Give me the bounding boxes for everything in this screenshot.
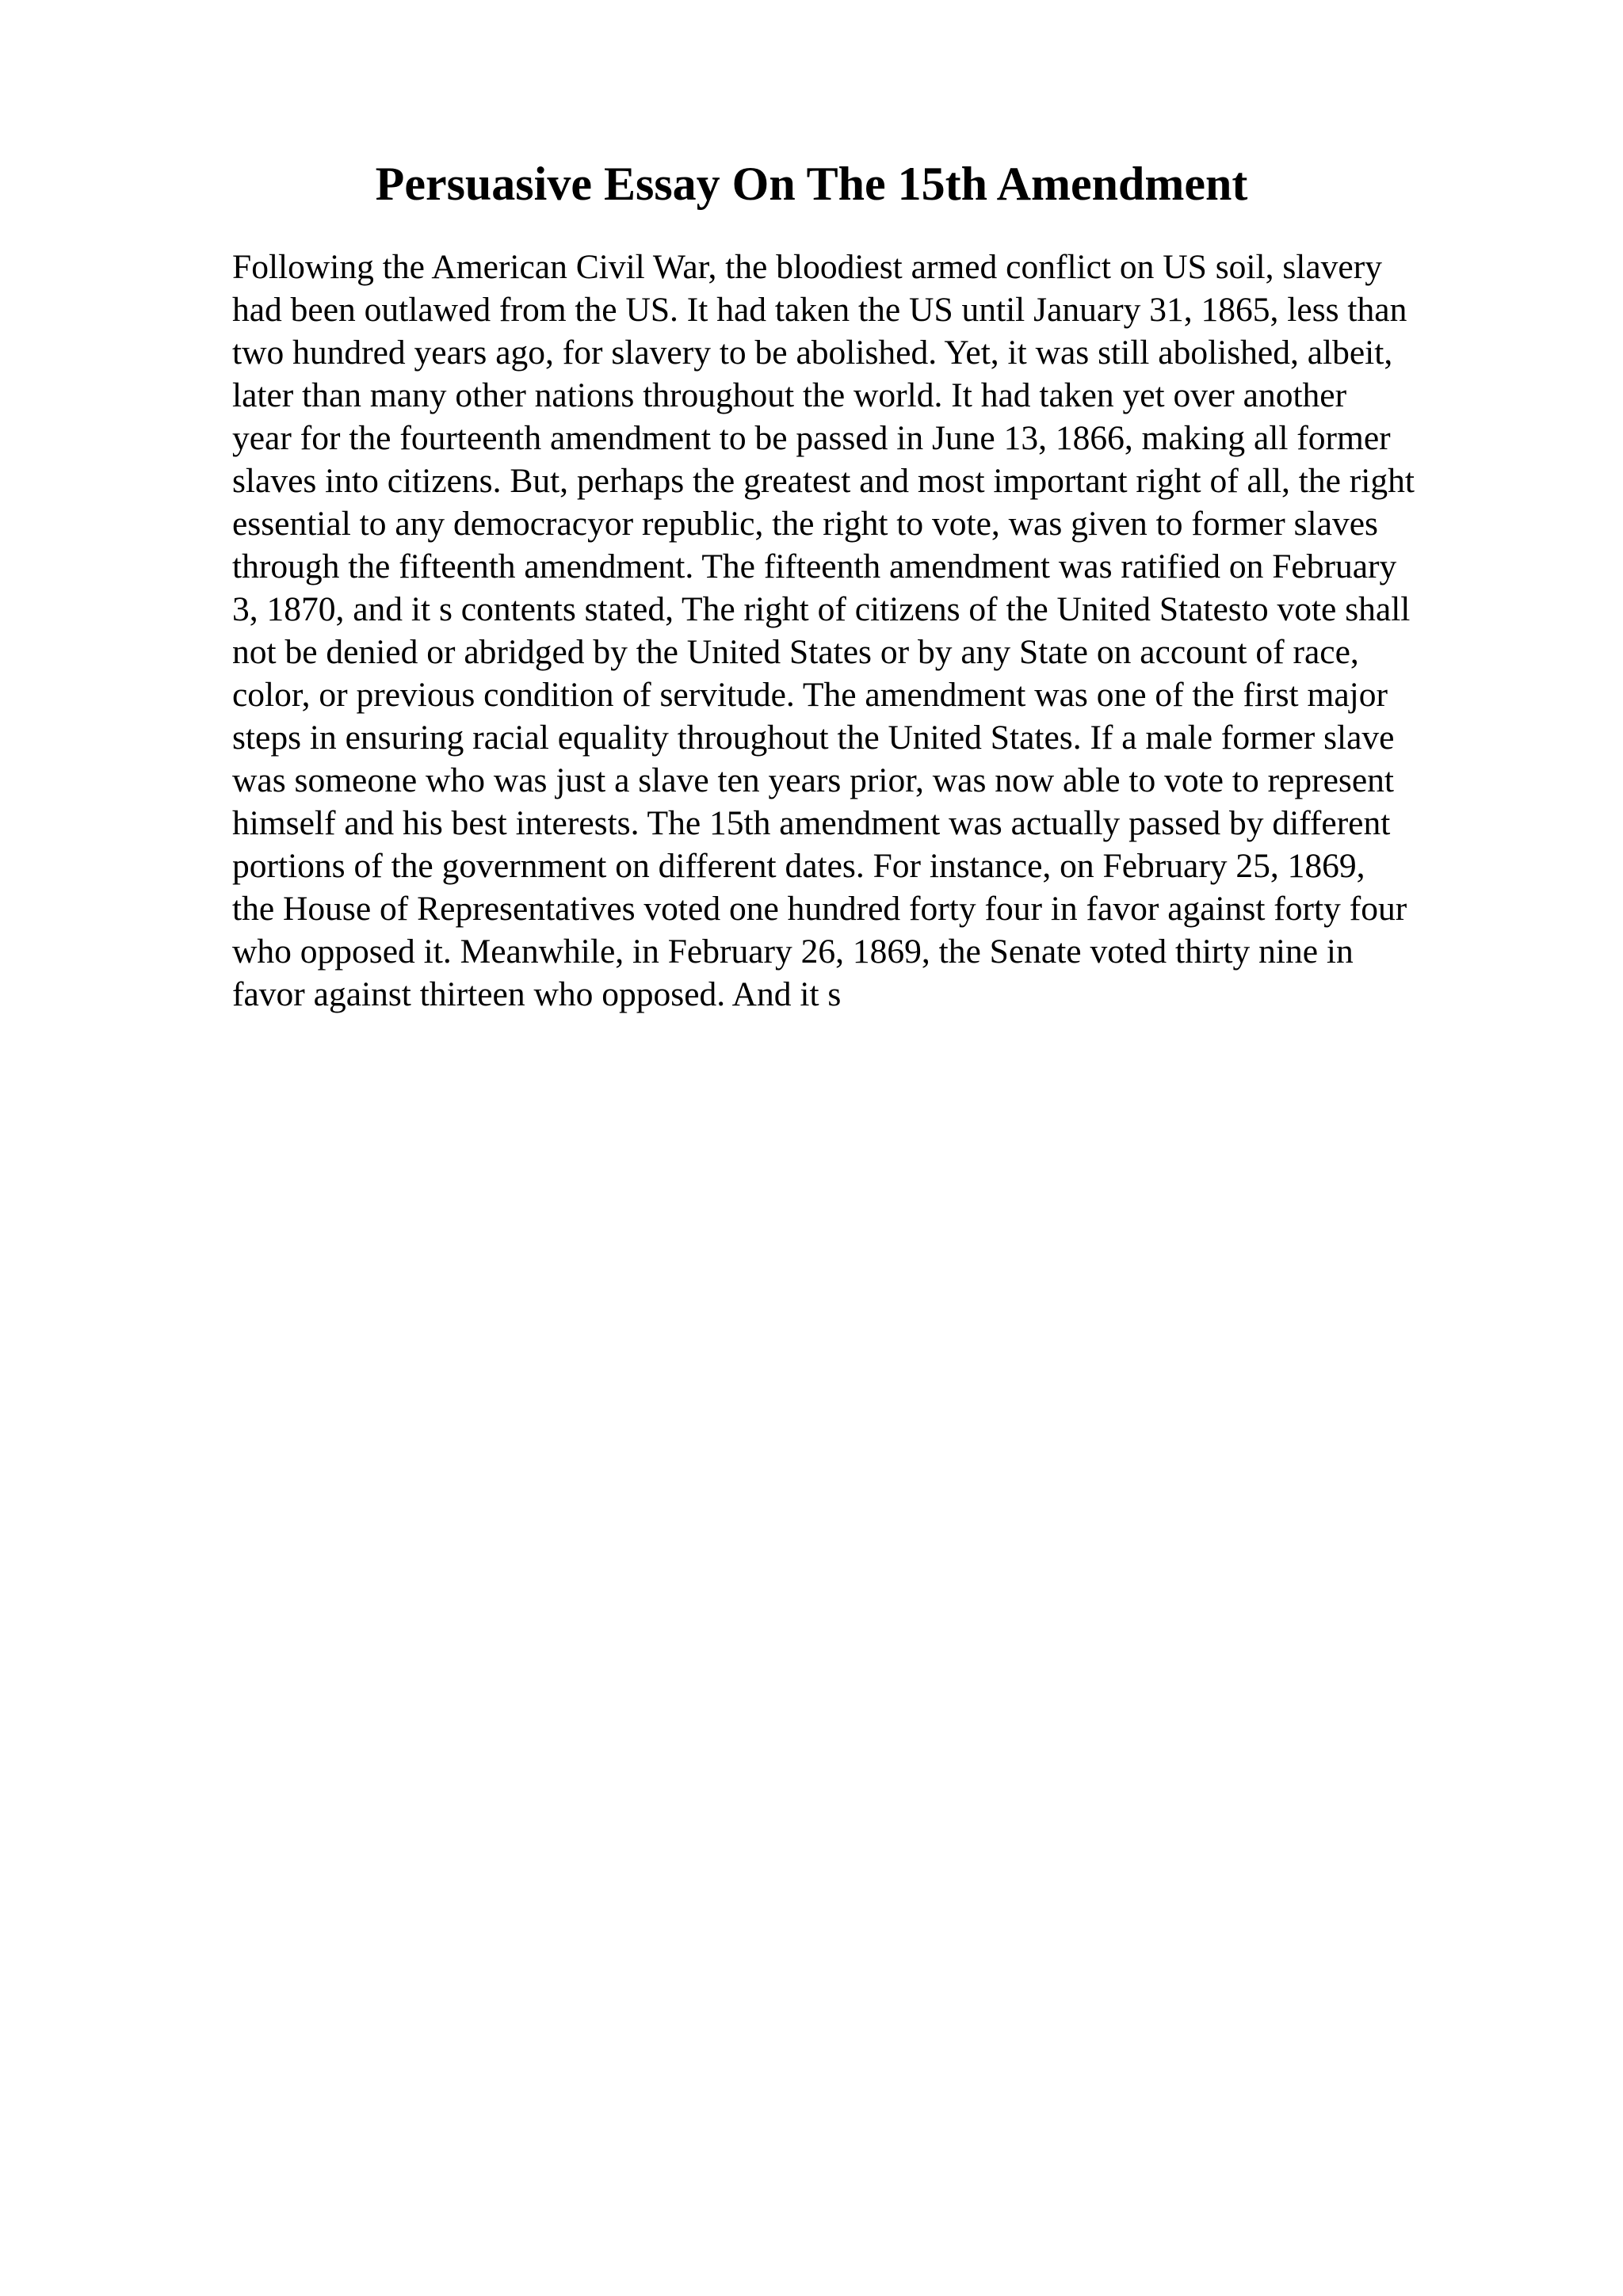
body-line: had been outlawed from the US. It had taken the US until January 31, 1865, less than (232, 291, 1407, 329)
body-line: portions of the government on different dates. For instance, on February 25, 1869, (232, 847, 1365, 885)
body-line: steps in ensuring racial equality throughout the United States. If a male former slave (232, 719, 1395, 757)
body-line: essential to any democracyor republic, the right to vote, was given to former slaves (232, 505, 1378, 543)
body-line: was someone who was just a slave ten years prior, was now able to vote to represent (232, 761, 1394, 799)
body-line: himself and his best interests. The 15th amendment was actually passed by different (232, 804, 1391, 842)
body-line: year for the fourteenth amendment to be passed in June 13, 1866, making all former (232, 419, 1391, 457)
essay-body (232, 246, 1532, 1016)
essay-title: Persuasive Essay On The 15th Amendment (375, 158, 1248, 210)
body-line: the House of Representatives voted one hundred forty four in favor against forty four (232, 890, 1407, 928)
body-line: 3, 1870, and it s contents stated, The right of citizens of the United Statesto vote shall (232, 590, 1411, 628)
body-line: Following the American Civil War, the bloodiest armed conflict on US soil, slavery (232, 248, 1382, 286)
body-line: slaves into citizens. But, perhaps the greatest and most important right of all, the right (232, 462, 1415, 500)
body-line: color, or previous condition of servitude. The amendment was one of the first major (232, 676, 1388, 714)
body-line: favor against thirteen who opposed. And it s (232, 975, 842, 1013)
body-line: not be denied or abridged by the United States or by any State on account of race, (232, 633, 1359, 671)
body-line: through the fifteenth amendment. The fifteenth amendment was ratified on February (232, 547, 1397, 585)
body-line: later than many other nations throughout the world. It had taken yet over another (232, 376, 1347, 414)
body-line: who opposed it. Meanwhile, in February 26, 1869, the Senate voted thirty nine in (232, 933, 1354, 971)
body-line: two hundred years ago, for slavery to be abolished. Yet, it was still abolished, albeit, (232, 334, 1393, 372)
